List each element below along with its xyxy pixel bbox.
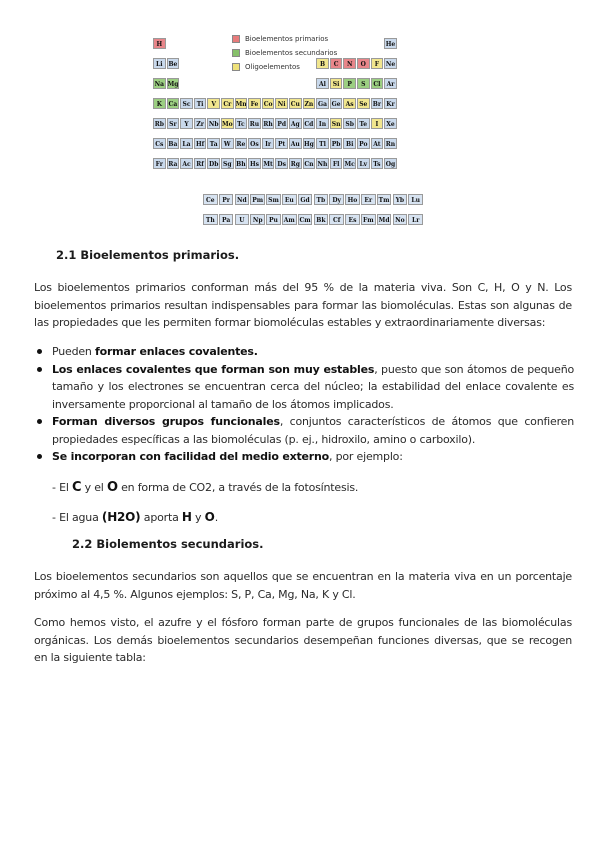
element-ge bbox=[330, 98, 343, 109]
element-symbol: As bbox=[345, 101, 354, 108]
element-symbol: Po bbox=[359, 141, 368, 148]
example-line-co2: - El C y el O en forma de CO2, a través de la fotosíntesis. bbox=[52, 480, 359, 495]
element-og bbox=[384, 158, 397, 169]
element-v bbox=[207, 98, 220, 109]
element-symbol: Sn bbox=[331, 121, 341, 128]
element-symbol: Bk bbox=[316, 217, 326, 224]
legend-label: Bioelementos secundarios bbox=[245, 49, 338, 57]
element-ag bbox=[289, 118, 302, 129]
element-bh bbox=[235, 158, 248, 169]
element-pm bbox=[250, 194, 265, 205]
legend-swatch-oligo bbox=[232, 63, 240, 71]
element-symbol: In bbox=[318, 121, 327, 128]
element-kr bbox=[384, 98, 397, 109]
section-heading-secondary: 2.2 Biolementos secundarios. bbox=[72, 537, 264, 551]
element-symbol: No bbox=[395, 217, 405, 224]
element-symbol: He bbox=[385, 41, 396, 48]
element-symbol: Al bbox=[319, 81, 326, 88]
element-symbol: Tb bbox=[316, 197, 326, 204]
element-sr bbox=[167, 118, 180, 129]
paragraph-primary: Los bioelementos primarios conforman más del 95 % de la materia viva. Son C, H, O y N. Los bioelementos primarios resultan indispensables para formar las biomoléculas. Estas son algunas de las propiedades que les permiten formar biomoléculas estables y extraordinariamente diversas: bbox=[34, 281, 572, 329]
element-nh bbox=[316, 158, 329, 169]
element-as bbox=[343, 98, 356, 109]
legend-swatch-secondary bbox=[232, 49, 240, 57]
element-sm bbox=[266, 194, 281, 205]
element-symbol: Bi bbox=[346, 141, 354, 148]
element-symbol: Gd bbox=[300, 197, 310, 204]
element-symbol: Os bbox=[250, 141, 259, 148]
element-nb bbox=[207, 118, 220, 129]
element-fl bbox=[330, 158, 343, 169]
element-u bbox=[235, 214, 250, 225]
element-au bbox=[289, 138, 302, 149]
element-symbol: Eu bbox=[284, 197, 294, 204]
element-symbol: Cf bbox=[333, 217, 341, 224]
element-ra bbox=[167, 158, 180, 169]
element-symbol: Ge bbox=[331, 101, 341, 108]
element-symbol: H bbox=[156, 41, 163, 48]
element-y bbox=[180, 118, 193, 129]
element-symbol: Yb bbox=[395, 197, 405, 204]
properties-list bbox=[34, 343, 574, 466]
element-ni bbox=[275, 98, 288, 109]
element-symbol: Ba bbox=[168, 141, 178, 148]
element-symbol: V bbox=[211, 101, 217, 108]
element-er bbox=[361, 194, 376, 205]
list-item: Forman diversos grupos funcionales, conjuntos característicos de átomos que confieren propiedades específicas a las biomoléculas (p. ej., hidroxilo, amino o carboxilo). bbox=[34, 413, 574, 448]
element-zr bbox=[194, 118, 207, 129]
periodic-table-legend bbox=[232, 32, 337, 74]
element-symbol: Kr bbox=[386, 101, 395, 108]
element-p bbox=[343, 78, 356, 89]
element-symbol: Nh bbox=[317, 161, 328, 168]
element-cr bbox=[221, 98, 234, 109]
element-si bbox=[330, 78, 343, 89]
legend-item-secondary bbox=[232, 46, 337, 60]
element-symbol: Pd bbox=[277, 121, 287, 128]
element-sc bbox=[180, 98, 193, 109]
legend-swatch-primary bbox=[232, 35, 240, 43]
element-rh bbox=[262, 118, 275, 129]
element-symbol: Sr bbox=[169, 121, 177, 128]
element-symbol: Se bbox=[359, 101, 368, 108]
element-ts bbox=[371, 158, 384, 169]
element-ta bbox=[207, 138, 220, 149]
element-symbol: Te bbox=[359, 121, 368, 128]
element-symbol: Hs bbox=[249, 161, 259, 168]
element-symbol: Ac bbox=[182, 161, 191, 168]
element-symbol: Zn bbox=[304, 101, 314, 108]
element-symbol: Fm bbox=[362, 217, 374, 224]
element-symbol: Ca bbox=[168, 101, 178, 108]
element-symbol: Cu bbox=[290, 101, 300, 108]
list-item: Pueden formar enlaces covalentes. bbox=[34, 343, 574, 361]
element-bk bbox=[314, 214, 329, 225]
element-w bbox=[221, 138, 234, 149]
list-item: Se incorporan con facilidad del medio externo, por ejemplo: bbox=[34, 448, 574, 466]
legend-label: Bioelementos primarios bbox=[245, 35, 329, 43]
element-symbol: Cl bbox=[373, 81, 381, 88]
element-ac bbox=[180, 158, 193, 169]
element-symbol: Br bbox=[372, 101, 381, 108]
element-symbol: Hg bbox=[303, 141, 314, 148]
element-hs bbox=[248, 158, 261, 169]
element-cn bbox=[303, 158, 316, 169]
element-symbol: Pt bbox=[278, 141, 286, 148]
element-be bbox=[167, 58, 180, 69]
element-cd bbox=[303, 118, 316, 129]
element-mo bbox=[221, 118, 234, 129]
element-db bbox=[207, 158, 220, 169]
element-tl bbox=[316, 138, 329, 149]
element-symbol: Ga bbox=[317, 101, 327, 108]
element-symbol: Si bbox=[332, 81, 340, 88]
element-symbol: Lu bbox=[411, 197, 420, 204]
element-symbol: Og bbox=[385, 161, 396, 168]
element-symbol: Rg bbox=[290, 161, 300, 168]
element-gd bbox=[298, 194, 313, 205]
element-lv bbox=[357, 158, 370, 169]
element-symbol: Mt bbox=[263, 161, 273, 168]
element-symbol: Zr bbox=[196, 121, 204, 128]
element-s bbox=[357, 78, 370, 89]
element-dy bbox=[329, 194, 344, 205]
element-th bbox=[203, 214, 218, 225]
example-line-water: - El agua (H2O) aporta H y O. bbox=[52, 510, 218, 524]
element-symbol: B bbox=[319, 61, 326, 68]
element-ds bbox=[275, 158, 288, 169]
element-no bbox=[393, 214, 408, 225]
legend-label: Oligoelementos bbox=[245, 63, 300, 71]
element-ir bbox=[262, 138, 275, 149]
element-tm bbox=[377, 194, 392, 205]
element-symbol: Tl bbox=[319, 141, 326, 148]
element-pu bbox=[266, 214, 281, 225]
element-k bbox=[153, 98, 166, 109]
element-symbol: Mn bbox=[235, 101, 247, 108]
element-symbol: Ag bbox=[290, 121, 300, 128]
element-ar bbox=[384, 78, 397, 89]
element-symbol: I bbox=[375, 121, 379, 128]
element-ga bbox=[316, 98, 329, 109]
element-symbol: Be bbox=[168, 61, 178, 68]
element-sn bbox=[330, 118, 343, 129]
element-symbol: Lr bbox=[411, 217, 420, 224]
element-symbol: Rn bbox=[385, 141, 396, 148]
element-symbol: Y bbox=[184, 121, 189, 128]
element-re bbox=[235, 138, 248, 149]
element-symbol: La bbox=[182, 141, 191, 148]
element-am bbox=[282, 214, 297, 225]
element-md bbox=[377, 214, 392, 225]
element-symbol: W bbox=[223, 141, 231, 148]
element-xe bbox=[384, 118, 397, 129]
element-o bbox=[357, 58, 370, 69]
element-symbol: Ni bbox=[277, 101, 286, 108]
element-symbol: At bbox=[373, 141, 381, 148]
element-symbol: Pr bbox=[222, 197, 230, 204]
element-po bbox=[357, 138, 370, 149]
element-symbol: Mc bbox=[344, 161, 355, 168]
element-eu bbox=[282, 194, 297, 205]
element-symbol: K bbox=[156, 101, 162, 108]
element-symbol: Ar bbox=[386, 81, 395, 88]
element-rf bbox=[194, 158, 207, 169]
element-symbol: F bbox=[374, 61, 380, 68]
element-at bbox=[371, 138, 384, 149]
element-symbol: P bbox=[347, 81, 352, 88]
element-symbol: Nb bbox=[208, 121, 219, 128]
element-symbol: Sc bbox=[182, 101, 191, 108]
legend-item-primary bbox=[232, 32, 337, 46]
element-symbol: Ta bbox=[209, 141, 218, 148]
element-symbol: Pm bbox=[252, 197, 264, 204]
element-symbol: Np bbox=[252, 217, 263, 224]
element-symbol: Cr bbox=[223, 101, 232, 108]
element-symbol: Fl bbox=[332, 161, 340, 168]
element-symbol: Hf bbox=[195, 141, 205, 148]
section-heading-primary: 2.1 Bioelementos primarios. bbox=[56, 248, 240, 262]
element-bi bbox=[343, 138, 356, 149]
element-symbol: Tm bbox=[378, 197, 390, 204]
element-es bbox=[345, 214, 360, 225]
element-cu bbox=[289, 98, 302, 109]
element-symbol: Cm bbox=[299, 217, 311, 224]
element-symbol: Ho bbox=[347, 197, 358, 204]
element-symbol: Ce bbox=[206, 197, 215, 204]
element-symbol: Rf bbox=[196, 161, 204, 168]
element-symbol: U bbox=[239, 217, 245, 224]
element-fm bbox=[361, 214, 376, 225]
element-symbol: Lv bbox=[359, 161, 368, 168]
element-mc bbox=[343, 158, 356, 169]
element-symbol: Th bbox=[205, 217, 215, 224]
element-os bbox=[248, 138, 261, 149]
element-symbol: S bbox=[361, 81, 366, 88]
element-symbol: Dy bbox=[332, 197, 342, 204]
element-co bbox=[262, 98, 275, 109]
paragraph-secondary-2: Como hemos visto, el azufre y el fósforo forman parte de grupos funcionales de las biomoléculas orgánicas. Los demás bioelementos secundarios desempeñan funciones diversas, que se recogen en la siguiente tabla: bbox=[34, 616, 572, 664]
element-symbol: Fe bbox=[250, 101, 259, 108]
element-symbol: Sg bbox=[223, 161, 232, 168]
element-ba bbox=[167, 138, 180, 149]
element-symbol: Sm bbox=[268, 197, 279, 204]
element-symbol: Xe bbox=[386, 121, 395, 128]
element-cs bbox=[153, 138, 166, 149]
element-pb bbox=[330, 138, 343, 149]
element-cm bbox=[298, 214, 313, 225]
element-symbol: Mg bbox=[167, 81, 179, 88]
element-f bbox=[371, 58, 384, 69]
element-symbol: Cn bbox=[304, 161, 314, 168]
element-symbol: Ds bbox=[277, 161, 286, 168]
element-symbol: Sb bbox=[345, 121, 354, 128]
element-ce bbox=[203, 194, 218, 205]
element-symbol: Re bbox=[236, 141, 246, 148]
element-symbol: Pu bbox=[269, 217, 278, 224]
element-h bbox=[153, 38, 166, 49]
legend-item-oligo bbox=[232, 60, 337, 74]
element-symbol: Pb bbox=[331, 141, 341, 148]
element-symbol: Na bbox=[154, 81, 164, 88]
element-cf bbox=[329, 214, 344, 225]
element-symbol: Ne bbox=[385, 61, 396, 68]
element-ti bbox=[194, 98, 207, 109]
element-symbol: Pa bbox=[221, 217, 231, 224]
element-zn bbox=[303, 98, 316, 109]
element-ho bbox=[345, 194, 360, 205]
element-tc bbox=[235, 118, 248, 129]
element-ca bbox=[167, 98, 180, 109]
element-symbol: C bbox=[333, 61, 339, 68]
element-sg bbox=[221, 158, 234, 169]
element-ne bbox=[384, 58, 397, 69]
element-fe bbox=[248, 98, 261, 109]
element-pa bbox=[219, 214, 234, 225]
element-fr bbox=[153, 158, 166, 169]
element-symbol: O bbox=[360, 61, 366, 68]
element-te bbox=[357, 118, 370, 129]
element-symbol: Db bbox=[208, 161, 219, 168]
element-rb bbox=[153, 118, 166, 129]
element-symbol: Bh bbox=[236, 161, 246, 168]
element-al bbox=[316, 78, 329, 89]
element-mn bbox=[235, 98, 248, 109]
element-symbol: Ir bbox=[265, 141, 272, 148]
element-he bbox=[384, 38, 397, 49]
element-hg bbox=[303, 138, 316, 149]
element-symbol: Am bbox=[283, 217, 295, 224]
element-nd bbox=[235, 194, 250, 205]
element-li bbox=[153, 58, 166, 69]
element-sb bbox=[343, 118, 356, 129]
element-symbol: N bbox=[346, 61, 353, 68]
element-symbol: Ra bbox=[168, 161, 178, 168]
element-symbol: Ti bbox=[196, 101, 204, 108]
element-i bbox=[371, 118, 384, 129]
element-symbol: Md bbox=[378, 217, 390, 224]
element-mt bbox=[262, 158, 275, 169]
element-na bbox=[153, 78, 166, 89]
element-symbol: Ru bbox=[249, 121, 260, 128]
element-np bbox=[250, 214, 265, 225]
element-tb bbox=[314, 194, 329, 205]
element-se bbox=[357, 98, 370, 109]
element-symbol: Au bbox=[290, 141, 300, 148]
element-symbol: Cd bbox=[304, 121, 314, 128]
element-symbol: Li bbox=[156, 61, 163, 68]
element-symbol: Mo bbox=[222, 121, 233, 128]
element-symbol: Cs bbox=[155, 141, 164, 148]
element-rg bbox=[289, 158, 302, 169]
element-ru bbox=[248, 118, 261, 129]
element-symbol: Ts bbox=[373, 161, 381, 168]
element-symbol: Rb bbox=[154, 121, 164, 128]
element-in bbox=[316, 118, 329, 129]
element-pd bbox=[275, 118, 288, 129]
element-symbol: Er bbox=[364, 197, 373, 204]
element-lr bbox=[408, 214, 423, 225]
element-symbol: Tc bbox=[237, 121, 245, 128]
element-symbol: Rh bbox=[263, 121, 273, 128]
element-rn bbox=[384, 138, 397, 149]
element-symbol: Co bbox=[263, 101, 273, 108]
element-br bbox=[371, 98, 384, 109]
element-yb bbox=[393, 194, 408, 205]
element-la bbox=[180, 138, 193, 149]
element-lu bbox=[408, 194, 423, 205]
element-symbol: Fr bbox=[155, 161, 163, 168]
element-n bbox=[343, 58, 356, 69]
element-symbol: Nd bbox=[237, 197, 247, 204]
list-item: Los enlaces covalentes que forman son muy estables, puesto que son átomos de pequeño tamaño y los electrones se encuentran cerca del núcleo; la estabilidad del enlace covalente es inversamente proporcional al tamaño de los átomos implicados. bbox=[34, 361, 574, 414]
element-symbol: Es bbox=[348, 217, 357, 224]
lanthanide-actinide-table bbox=[203, 187, 428, 228]
element-pr bbox=[219, 194, 234, 205]
element-mg bbox=[167, 78, 180, 89]
element-pt bbox=[275, 138, 288, 149]
element-cl bbox=[371, 78, 384, 89]
element-hf bbox=[194, 138, 207, 149]
paragraph-secondary-1: Los bioelementos secundarios son aquellos que se encuentran en la materia viva en un porcentaje próximo al 4,5 %. Algunos ejemplos: S, P, Ca, Mg, Na, K y Cl. bbox=[34, 570, 572, 601]
